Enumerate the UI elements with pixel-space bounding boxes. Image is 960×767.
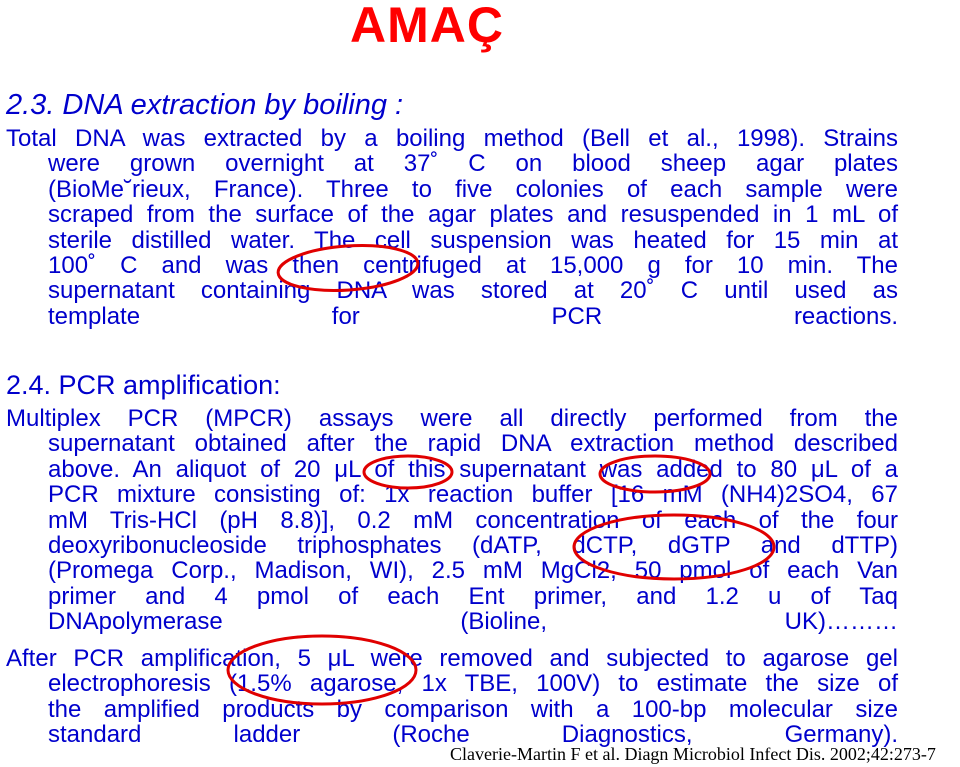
text-line: DNApolymerase (Bioline, UK)……… bbox=[48, 608, 898, 636]
text-line: (Promega Corp., Madison, WI), 2.5 mM MgCl2, 50 pmol of each Van bbox=[48, 557, 898, 585]
text-line: were grown overnight at 37˚ C on blood sheep agar plates bbox=[48, 150, 898, 178]
text-line: PCR mixture consisting of: 1x reaction buffer [16 mM (NH4)2SO4, 67 bbox=[48, 481, 898, 509]
text-line: Multiplex PCR (MPCR) assays were all directly performed from the bbox=[6, 405, 898, 432]
text-line: the amplified products by comparison with a 100-bp molecular size bbox=[48, 695, 898, 723]
page-title: AMAÇ bbox=[350, 0, 504, 53]
text-line: template for PCR reactions. bbox=[48, 302, 898, 330]
text-line: Total DNA was extracted by a boiling method (Bell et al., 1998). Strains bbox=[6, 125, 898, 152]
text-line: After PCR amplification, 5 μL were removed and subjected to agarose gel bbox=[6, 645, 898, 672]
text-line: above. An aliquot of 20 μL of this supernatant was added to 80 μL of a bbox=[48, 455, 898, 483]
section-heading-pcr-amplification: 2.4. PCR amplification: bbox=[6, 370, 281, 400]
text-line: supernatant obtained after the rapid DNA extraction method described bbox=[48, 430, 898, 458]
text-line: 100˚ C and was then centrifuged at 15,000 g for 10 min. The bbox=[48, 252, 898, 280]
text-line: deoxyribonucleoside triphosphates (dATP, dCTP, dGTP and dTTP) bbox=[48, 532, 898, 560]
paragraph-pcr-amplification bbox=[6, 406, 898, 635]
text-line: primer and 4 pmol of each Ent primer, and 1.2 u of Taq bbox=[48, 582, 898, 610]
text-line: electrophoresis (1.5% agarose, 1x TBE, 100V) to estimate the size of bbox=[48, 670, 898, 698]
text-line: scraped from the surface of the agar plates and resuspended in 1 mL of bbox=[48, 201, 898, 229]
text-line: supernatant containing DNA was stored at 20˚ C until used as bbox=[48, 277, 898, 305]
paragraph-dna-extraction bbox=[6, 126, 898, 329]
section-heading-dna-extraction: 2.3. DNA extraction by boiling : bbox=[6, 89, 404, 121]
text-line: sterile distilled water. The cell suspension was heated for 15 min at bbox=[48, 226, 898, 254]
text-line: mM Tris-HCl (pH 8.8)], 0.2 mM concentration of each of the four bbox=[48, 506, 898, 534]
citation-reference: Claverie-Martin F et al. Diagn Microbiol Infect Dis. 2002;42:273-7 bbox=[450, 744, 936, 764]
text-line: standard ladder (Roche Diagnostics, Germany). bbox=[48, 721, 898, 749]
paragraph-electrophoresis bbox=[6, 646, 898, 748]
text-line: (BioMe˘rieux, France). Three to five colonies of each sample were bbox=[48, 175, 898, 203]
